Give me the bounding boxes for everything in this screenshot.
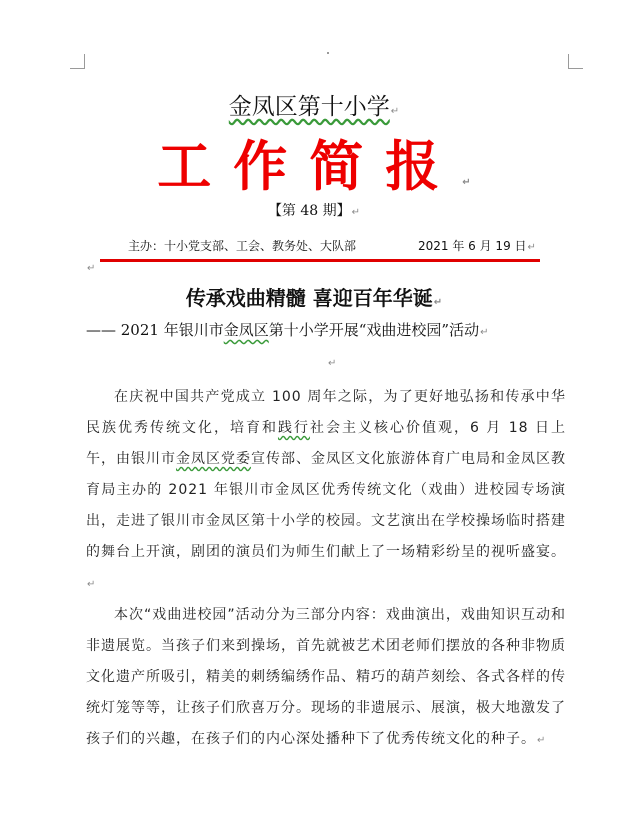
page-corner-top-right bbox=[568, 54, 583, 69]
school-name bbox=[0, 92, 628, 127]
issue-date-text: 2021 年 6 月 19 日 bbox=[418, 239, 527, 253]
paragraph-mark: ↵ bbox=[351, 207, 361, 218]
article-body bbox=[86, 382, 566, 756]
p2-text: 本次“戏曲进校园”活动分为三部分内容：戏曲演出，戏曲知识互动和非遗展览。当孩子们来到操场，首先就被艺术团老师们摆放的各种非物质文化遗产所吸引，精美的刺绣编绣作品、精巧的葫芦刻绘、各式各样的传统灯笼等等，让孩子们欣喜万分。现场的非遗展示、展演，极大地激发了孩子们的兴趣，在孩子们的内心深处播种下了优秀传统文化的种子。 bbox=[86, 607, 566, 747]
article-title bbox=[0, 284, 628, 317]
issue-date bbox=[418, 237, 536, 257]
paragraph-mark: ↵ bbox=[537, 735, 547, 746]
paragraph-2 bbox=[86, 600, 566, 756]
paragraph-mark: ↵ bbox=[433, 297, 443, 308]
paragraph-mark: ↵ bbox=[390, 106, 400, 117]
red-divider bbox=[100, 259, 540, 262]
p1-text-c: 宣传部、金凤区文化旅游体育广电局和金凤区教育局主办的 2021 年银川市金凤区优秀传统文化（戏曲）进校园专场演出，走进了银川市金凤区第十小学的校园。文艺演出在学校操场临时搭建的舞台上开演，剧团的演员们为师生们献上了一场精彩纷呈的视听盛宴。 bbox=[86, 451, 566, 560]
subtitle-suffix: 第十小学开展“戏曲进校园”活动 bbox=[268, 321, 480, 339]
publication-title-text: 工作简报 bbox=[157, 134, 462, 198]
sponsor-line: 主办：十小党支部、工会、教务处、大队部 bbox=[128, 239, 357, 253]
page-center-tick bbox=[327, 52, 329, 54]
paragraph-mark: ↵ bbox=[480, 327, 489, 338]
paragraph-mark: ↵ bbox=[87, 263, 96, 274]
school-name-text: 金凤区第十小学 bbox=[228, 94, 390, 120]
paragraph-mark: ↵ bbox=[328, 358, 337, 369]
subtitle-district: 金凤区 bbox=[223, 321, 269, 339]
issue-number bbox=[0, 200, 628, 224]
article-subtitle bbox=[86, 318, 488, 345]
p1-spellcheck-2: 金凤区党委 bbox=[176, 451, 251, 467]
subtitle-prefix: —— 2021 年银川市 bbox=[86, 321, 224, 339]
paragraph-mark: ↵ bbox=[462, 177, 471, 188]
page-corner-top-left bbox=[70, 54, 85, 69]
issue-number-text: 【第 48 期】 bbox=[267, 203, 351, 219]
paragraph-1 bbox=[86, 382, 566, 600]
paragraph-mark: ↵ bbox=[527, 242, 536, 253]
p1-spellcheck-1: 践行 bbox=[277, 420, 310, 436]
p1-text-a: 在庆祝中国共产党成立 100 周年之际，为了更好地弘扬和传承中华民族优秀传统文化，培育和 bbox=[86, 389, 566, 436]
p1-text-b: 社会主义核心价值观，6 月 18 日上午，由银川市 bbox=[86, 420, 566, 467]
paragraph-mark: ↵ bbox=[87, 579, 97, 590]
article-title-text: 传承戏曲精髓 喜迎百年华诞 bbox=[185, 286, 433, 310]
